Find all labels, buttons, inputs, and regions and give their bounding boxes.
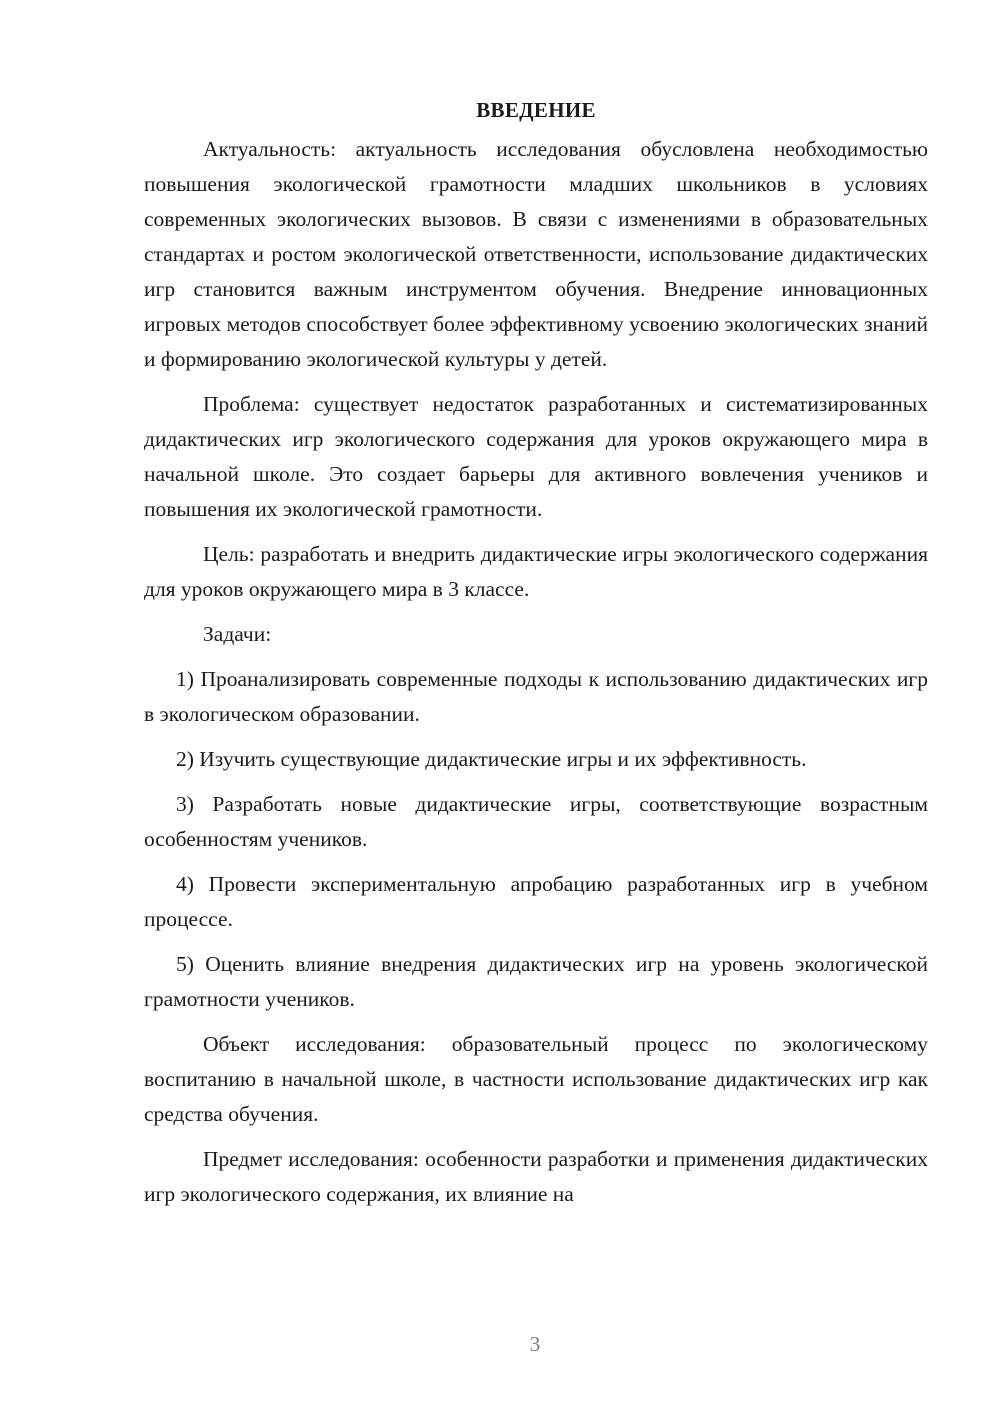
paragraph-subject: Предмет исследования: особенности разработки и применения дидактических игр экологического содержания, их влияние на [144,1147,928,1206]
task-item-5: 5) Оценить влияние внедрения дидактических игр на уровень экологической грамотности учеников. [144,952,928,1011]
task-item-3: 3) Разработать новые дидактические игры, соответствующие возрастным особенностям учеников. [144,792,928,851]
task-item-2: 2) Изучить существующие дидактические игры и их эффективность. [176,747,807,771]
tasks-list [144,662,928,1017]
page-number: 3 [529,1332,541,1356]
tasks-label: Задачи: [203,622,272,646]
task-item-4: 4) Провести экспериментальную апробацию разработанных игр в учебном процессе. [144,872,928,931]
paragraph-goal: Цель: разработать и внедрить дидактические игры экологического содержания для уроков окружающего мира в 3 классе. [144,542,928,601]
paragraph-problem: Проблема: существует недостаток разработанных и систематизированных дидактических игр экологического содержания для уроков окружающего мира в начальной школе. Это создает барьеры для активного вовлечения учеников и повышения их экологической грамотности. [144,392,928,521]
section-heading: ВВЕДЕНИЕ [476,98,596,122]
page-content [144,96,928,1212]
task-item-1: 1) Проанализировать современные подходы к использованию дидактических игр в экологическом образовании. [144,667,928,726]
paragraph-object: Объект исследования: образовательный процесс по экологическому воспитанию в начальной школе, в частности использование дидактических игр как средства обучения. [144,1032,928,1126]
paragraph-relevance: Актуальность: актуальность исследования обусловлена необходимостью повышения экологической грамотности младших школьников в условиях современных экологических вызовов. В связи с изменениями в образовательных стандартах и ростом экологической ответственности, использование дидактических игр становится важным инструментом обучения. Внедрение инновационных игровых методов способствует более эффективному усвоению экологических знаний и формированию экологической культуры у детей. [144,137,928,371]
